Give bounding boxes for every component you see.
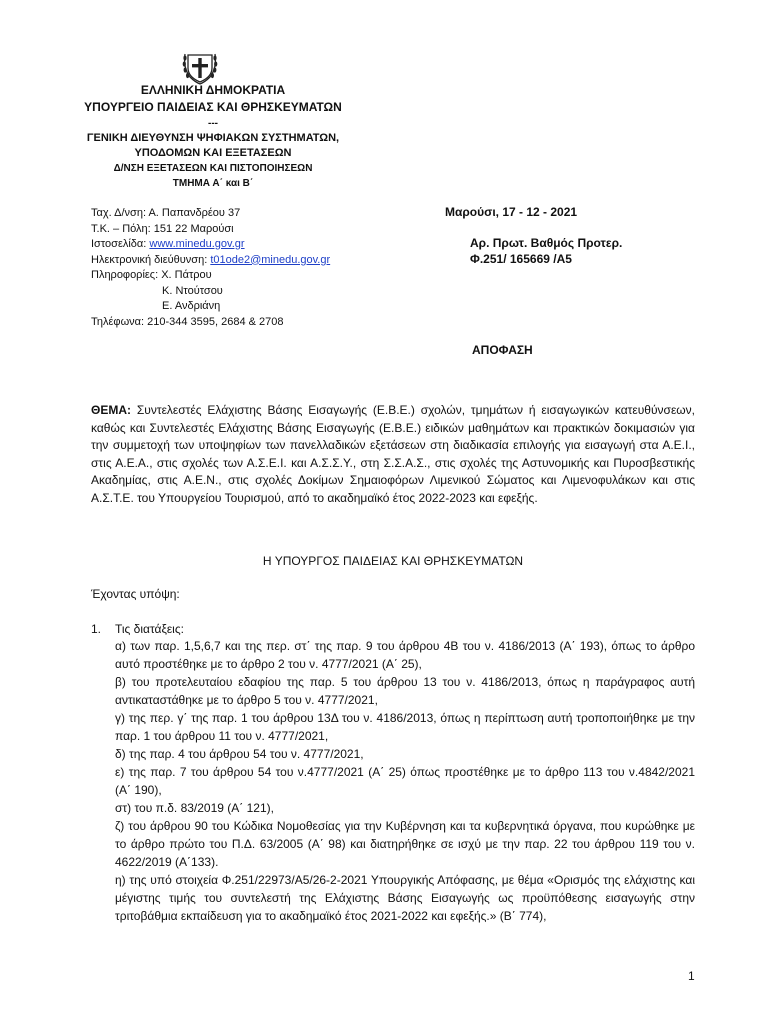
contact-info-3: Ε. Ανδριάνη [162,300,221,312]
list-item: ε) της παρ. 7 του άρθρου 54 του ν.4777/2021 (Α΄ 25) όπως προστέθηκε με το άρθρο 113 του ν.4842/2021 (Α΄ 190), [115,765,695,797]
header-department-line2: ΤΜΗΜΑ Α΄ και Β΄ [172,178,254,189]
contact-info-2: Κ. Ντούτσου [162,284,223,297]
contact-block [91,206,330,330]
greek-emblem-icon [181,46,219,86]
decision-title: ΑΠΟΦΑΣΗ [472,343,533,357]
list-item: ζ) του άρθρου 90 του Κώδικα Νομοθεσίας για την Κυβέρνηση και τα κυβερνητικά όργανα, που κυρώθηκε με το άρθρο πρώτο του Π.Δ. 63/2005 (Α΄ 98) και διατηρήθηκε σε ισχύ με την παρ. 22 του άρθρου 119 του ν. 4622/2019 (Α΄133). [115,819,695,869]
contact-email-row [91,253,330,269]
list-number: 1. [91,622,102,636]
header-department-line1: Δ/ΝΣΗ ΕΞΕΤΑΣΕΩΝ ΚΑΙ ΠΙΣΤΟΠΟΙΗΣΕΩΝ [113,163,313,174]
subject-label: ΘΕΜΑ: [91,403,131,417]
minister-heading: Η ΥΠΟΥΡΓΟΣ ΠΑΙΔΕΙΑΣ ΚΑΙ ΘΡΗΣΚΕΥΜΑΤΩΝ [262,554,524,568]
contact-website-label: Ιστοσελίδα: [91,238,150,250]
header-directorate-line2: ΥΠΟΔΟΜΩΝ ΚΑΙ ΕΞΕΤΑΣΕΩΝ [134,147,292,159]
website-link[interactable]: www.minedu.gov.gr [149,238,245,250]
header-separator: --- [208,118,218,129]
contact-info: Πληροφορίες: Χ. Πάτρου [91,269,212,281]
list-item: γ) της περ. γ΄ της παρ. 1 του άρθρου 13Δ του ν. 4186/2013, όπως η περίπτωση αυτή τροποποιήθηκε με την παρ. 1 του άρθρου 11 του ν. 4777/2021, [115,711,695,743]
protocol-label: Αρ. Πρωτ. Βαθμός Προτερ. [470,236,623,250]
header-directorate-line1: ΓΕΝΙΚΗ ΔΙΕΥΘΥΝΣΗ ΨΗΦΙΑΚΩΝ ΣΥΣΤΗΜΑΤΩΝ, [86,132,340,144]
provisions-list [115,637,695,925]
header-ministry: ΥΠΟΥΡΓΕΙΟ ΠΑΙΔΕΙΑΣ ΚΑΙ ΘΡΗΣΚΕΥΜΑΤΩΝ [84,100,342,114]
header-country: ΕΛΛΗΝΙΚΗ ΔΗΜΟΚΡΑΤΙΑ [140,83,286,97]
list-item: η) της υπό στοιχεία Φ.251/22973/Α5/26-2-2021 Υπουργικής Απόφασης, με θέμα «Ορισμός της ελάχιστης και μέγιστης τιμής του συντελεστή της Ελάχιστης Βάσης Εισαγωγής ως προϋπόθεσης εισαγωγής στην τριτοβάθμια εκπαίδευση για το ακαδημαϊκό έτος 2021-2022 και εφεξής.» (Β΄ 774), [115,873,695,923]
contact-address: Ταχ. Δ/νση: Α. Παπανδρέου 37 [91,207,241,219]
list-item: δ) της παρ. 4 του άρθρου 54 του ν. 4777/2021, [115,747,364,761]
list-item: β) του προτελευταίου εδαφίου της παρ. 5 του άρθρου 13 του ν. 4186/2013, όπως η παράγραφος αυτή αντικαταστάθηκε με το άρθρο 5 του ν. 4777/2021, [115,675,695,707]
email-link[interactable]: t01ode2@minedu.gov.gr [210,253,331,266]
list-heading: Τις διατάξεις: [115,622,184,636]
contact-website-row [91,237,330,253]
subject-text: Συντελεστές Ελάχιστης Βάσης Εισαγωγής (Ε.Β.Ε.) σχολών, τμημάτων ή εισαγωγικών κατευθύνσεων, καθώς και Συντελεστές Ελάχιστης Βάσης Εισαγωγής (Ε.Β.Ε.) ειδικών μαθημάτων και πρακτικών δοκιμασιών για την συμμετοχή των υποψηφίων των πανελλαδικών εξετάσεων στη διαδικασία επιλογής για εισαγωγή στα Α.Ε.Ι., στις Α.Ε.Α., στις σχολές των Α.Σ.Ε.Ι. και Α.Σ.Σ.Υ., στη Σ.Σ.Α.Σ., στις σχολές της Αστυνομικής και Πυροσβεστικής Ακαδημίας, στις Α.Ε.Ν., στις σχολές Δοκίμων Σημαιοφόρων Λιμενικού Σώματος και Λιμενοφυλάκων και στις Α.Σ.Τ.Ε. του Υπουργείου Τουρισμού, από το ακαδημαϊκό έτος 2022-2023 και εφεξής. [91,403,695,505]
page-number: 1 [688,969,695,983]
protocol-number: Φ.251/ 165669 /Α5 [470,252,572,266]
list-item: α) των παρ. 1,5,6,7 και της περ. στ΄ της παρ. 9 του άρθρου 4Β του ν. 4186/2013 (Α΄ 193), όπως το άρθρο αυτό προστέθηκε με το άρθρο 2 του ν. 4777/2021 (Α΄ 25), [115,639,695,671]
contact-postcode: Τ.Κ. – Πόλη: 151 22 Μαρούσι [91,222,234,235]
document-date: Μαρούσι, 17 - 12 - 2021 [445,205,578,219]
contact-phones: Τηλέφωνα: 210-344 3595, 2684 & 2708 [91,315,284,328]
subject-paragraph [91,402,695,508]
considering-heading: Έχοντας υπόψη: [91,587,180,601]
list-item: στ) του π.δ. 83/2019 (Α΄ 121), [115,801,274,815]
contact-email-label: Ηλεκτρονική διεύθυνση: [91,253,211,266]
